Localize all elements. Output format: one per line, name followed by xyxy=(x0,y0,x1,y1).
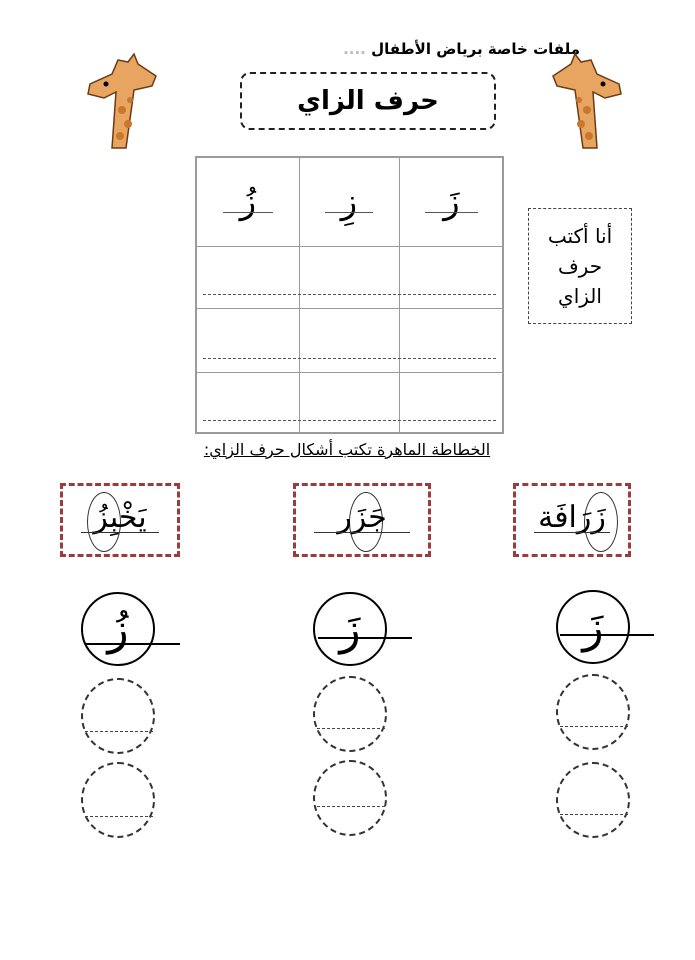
tracing-circle xyxy=(556,674,630,750)
letter-baseline xyxy=(560,634,654,636)
example-word: زَرَافَة xyxy=(538,500,606,535)
word-guide-line xyxy=(534,532,610,533)
letter-grid xyxy=(195,156,504,434)
grid-header-line xyxy=(325,212,373,213)
tracing-guide-line xyxy=(560,814,628,815)
word-guide-line xyxy=(314,532,410,533)
header-note-text: ملفات خاصة برياض الأطفال xyxy=(371,40,580,58)
tracing-circle xyxy=(81,678,155,754)
letter-circle xyxy=(313,592,387,666)
grid-header-letter: زُ xyxy=(239,182,257,222)
grid-guide-line xyxy=(203,294,496,295)
page-title-text: حرف الزاي xyxy=(297,86,439,116)
tracing-guide-line xyxy=(85,816,153,817)
grid-header-line xyxy=(425,212,478,213)
grid-header-line xyxy=(223,212,273,213)
side-note-line: أنا أكتب xyxy=(547,224,613,248)
giraffe-icon xyxy=(82,50,164,150)
side-note-line: الزاي xyxy=(558,284,602,308)
word-box xyxy=(60,483,180,557)
header-note xyxy=(300,40,580,58)
header-dots: .... xyxy=(343,40,366,58)
example-word: يَخْبِزُ xyxy=(93,500,147,535)
model-letter: زَ xyxy=(582,601,604,653)
model-letter: زُ xyxy=(107,603,129,655)
grid-guide-line xyxy=(203,420,496,421)
letter-baseline xyxy=(318,637,412,639)
tracing-guide-line xyxy=(317,728,385,729)
page-title xyxy=(240,72,496,130)
grid-header-letter: زِ xyxy=(340,182,358,222)
tracing-circle xyxy=(556,762,630,838)
tracing-circle xyxy=(313,676,387,752)
grid-header-cell xyxy=(399,158,504,246)
example-word: جَزَر xyxy=(337,500,387,535)
side-note-box xyxy=(528,208,632,324)
tracing-circle xyxy=(313,760,387,836)
letter-baseline xyxy=(86,643,180,645)
grid-row-divider xyxy=(197,372,502,373)
tracing-guide-line xyxy=(560,726,628,727)
grid-guide-line xyxy=(203,358,496,359)
word-box xyxy=(513,483,631,557)
word-guide-line xyxy=(81,532,159,533)
giraffe-icon xyxy=(545,50,627,150)
letter-circle xyxy=(81,592,155,666)
model-letter: زَ xyxy=(339,603,361,655)
instruction-text: الخطاطة الماهرة تكتب أشكال حرف الزاي: xyxy=(203,440,491,459)
tracing-guide-line xyxy=(317,806,385,807)
letter-circle xyxy=(556,590,630,664)
word-box xyxy=(293,483,431,557)
grid-header-cell xyxy=(197,158,299,246)
grid-header-cell xyxy=(299,158,399,246)
grid-row-divider xyxy=(197,308,502,309)
grid-header-letter: زَ xyxy=(443,182,460,222)
tracing-circle xyxy=(81,762,155,838)
tracing-guide-line xyxy=(85,731,153,732)
grid-row-divider xyxy=(197,246,502,247)
side-note-line: حرف xyxy=(557,254,603,278)
